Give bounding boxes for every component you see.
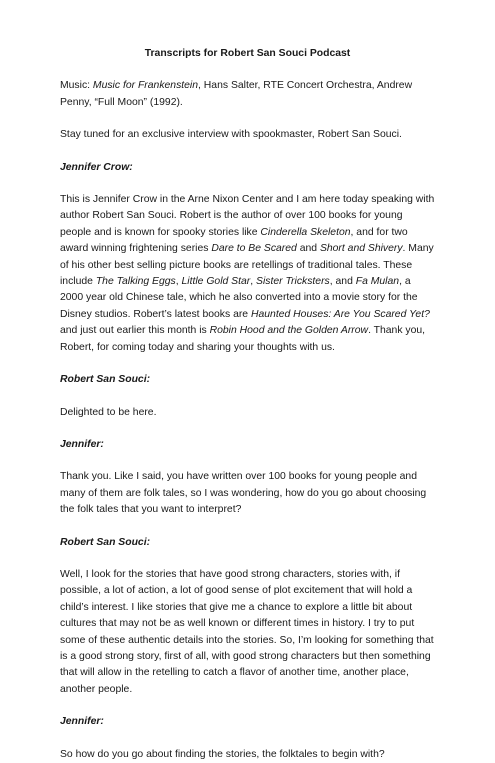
- jennifer-question: So how do you go about finding the stories, the folktales to begin with?: [60, 748, 385, 760]
- music-label: Music:: [60, 80, 93, 92]
- intro-text: , and for two award winning frightening series: [60, 226, 408, 255]
- book-title: Fa Mulan: [355, 276, 400, 288]
- music-credit-details: , Hans Salter, RTE Concert Orchestra, Andrew Penny, “Full Moon” (1992).: [60, 80, 413, 108]
- jennifer-question: Thank you. Like I said, you have written over 100 books for young people and many of them are folk tales, so I was wondering, how do you go about choosing the folk tales that you want to interpret?: [60, 471, 427, 516]
- intro-text: , and: [329, 276, 356, 288]
- intro-line: Stay tuned for an exclusive interview with spookmaster, Robert San Souci.: [60, 129, 402, 141]
- book-title: Robin Hood and the Golden Arrow: [209, 325, 369, 337]
- speaker-label-robert-san-souci: Robert San Souci:: [60, 374, 151, 386]
- book-title: Sister Tricksters: [256, 276, 330, 288]
- intro-text: and: [296, 243, 320, 255]
- intro-text: This is Jennifer Crow in the Arne Nixon Center and I am here today speaking with author Robert San Souci. Robert is the author of over 100 books for young people and is known for spooky stories like: [60, 194, 435, 238]
- speaker-label-jennifer-crow: Jennifer Crow:: [60, 161, 133, 173]
- robert-response: Delighted to be here.: [60, 406, 157, 418]
- intro-text: , a 2000 year old Chinese tale, which he also converted into a movie story for the Disney studios. Robert’s latest books are: [60, 276, 418, 320]
- intro-text: ,: [250, 276, 257, 288]
- document-title: Transcripts for Robert San Souci Podcast: [144, 48, 351, 59]
- intro-text: and just out earlier this month is: [60, 325, 210, 337]
- book-title: The Talking Eggs: [95, 276, 176, 288]
- intro-text: . Thank you, Robert, for coming today and sharing your thoughts with us.: [60, 325, 426, 353]
- jennifer-crow-introduction: [60, 192, 435, 356]
- book-title: Cinderella Skeleton: [260, 226, 351, 238]
- intro-text: . Many of his other best selling picture books are retellings of traditional tales. These include: [60, 243, 434, 288]
- speaker-label-jennifer: Jennifer:: [60, 438, 104, 450]
- speaker-label-jennifer: Jennifer:: [60, 716, 104, 728]
- book-title: Haunted Houses: Are You Scared Yet?: [250, 308, 430, 320]
- book-title: Dare to Be Scared: [211, 243, 297, 255]
- music-work-title: Music for Frankenstein: [92, 80, 199, 92]
- music-credit: [60, 78, 435, 111]
- book-title: Short and Shivery: [319, 243, 403, 255]
- speaker-label-robert-san-souci: Robert San Souci:: [60, 536, 151, 548]
- robert-response: Well, I look for the stories that have good strong characters, stories with, if possible, a lot of action, a lot of good sense of plot excitement that will hold a child’s interest. I like stories that give me a chance to explore a little bit about cultures that may not be as well known or different times in history. I try to put some of these authentic details into the stories. So, I’m looking for something that is a good strong story, first of all, with good strong characters but then something that will allow in the retelling to catch a flavor of another time, another place, another people.: [60, 568, 434, 695]
- book-title: Little Gold Star: [181, 276, 251, 288]
- intro-text: ,: [175, 276, 182, 288]
